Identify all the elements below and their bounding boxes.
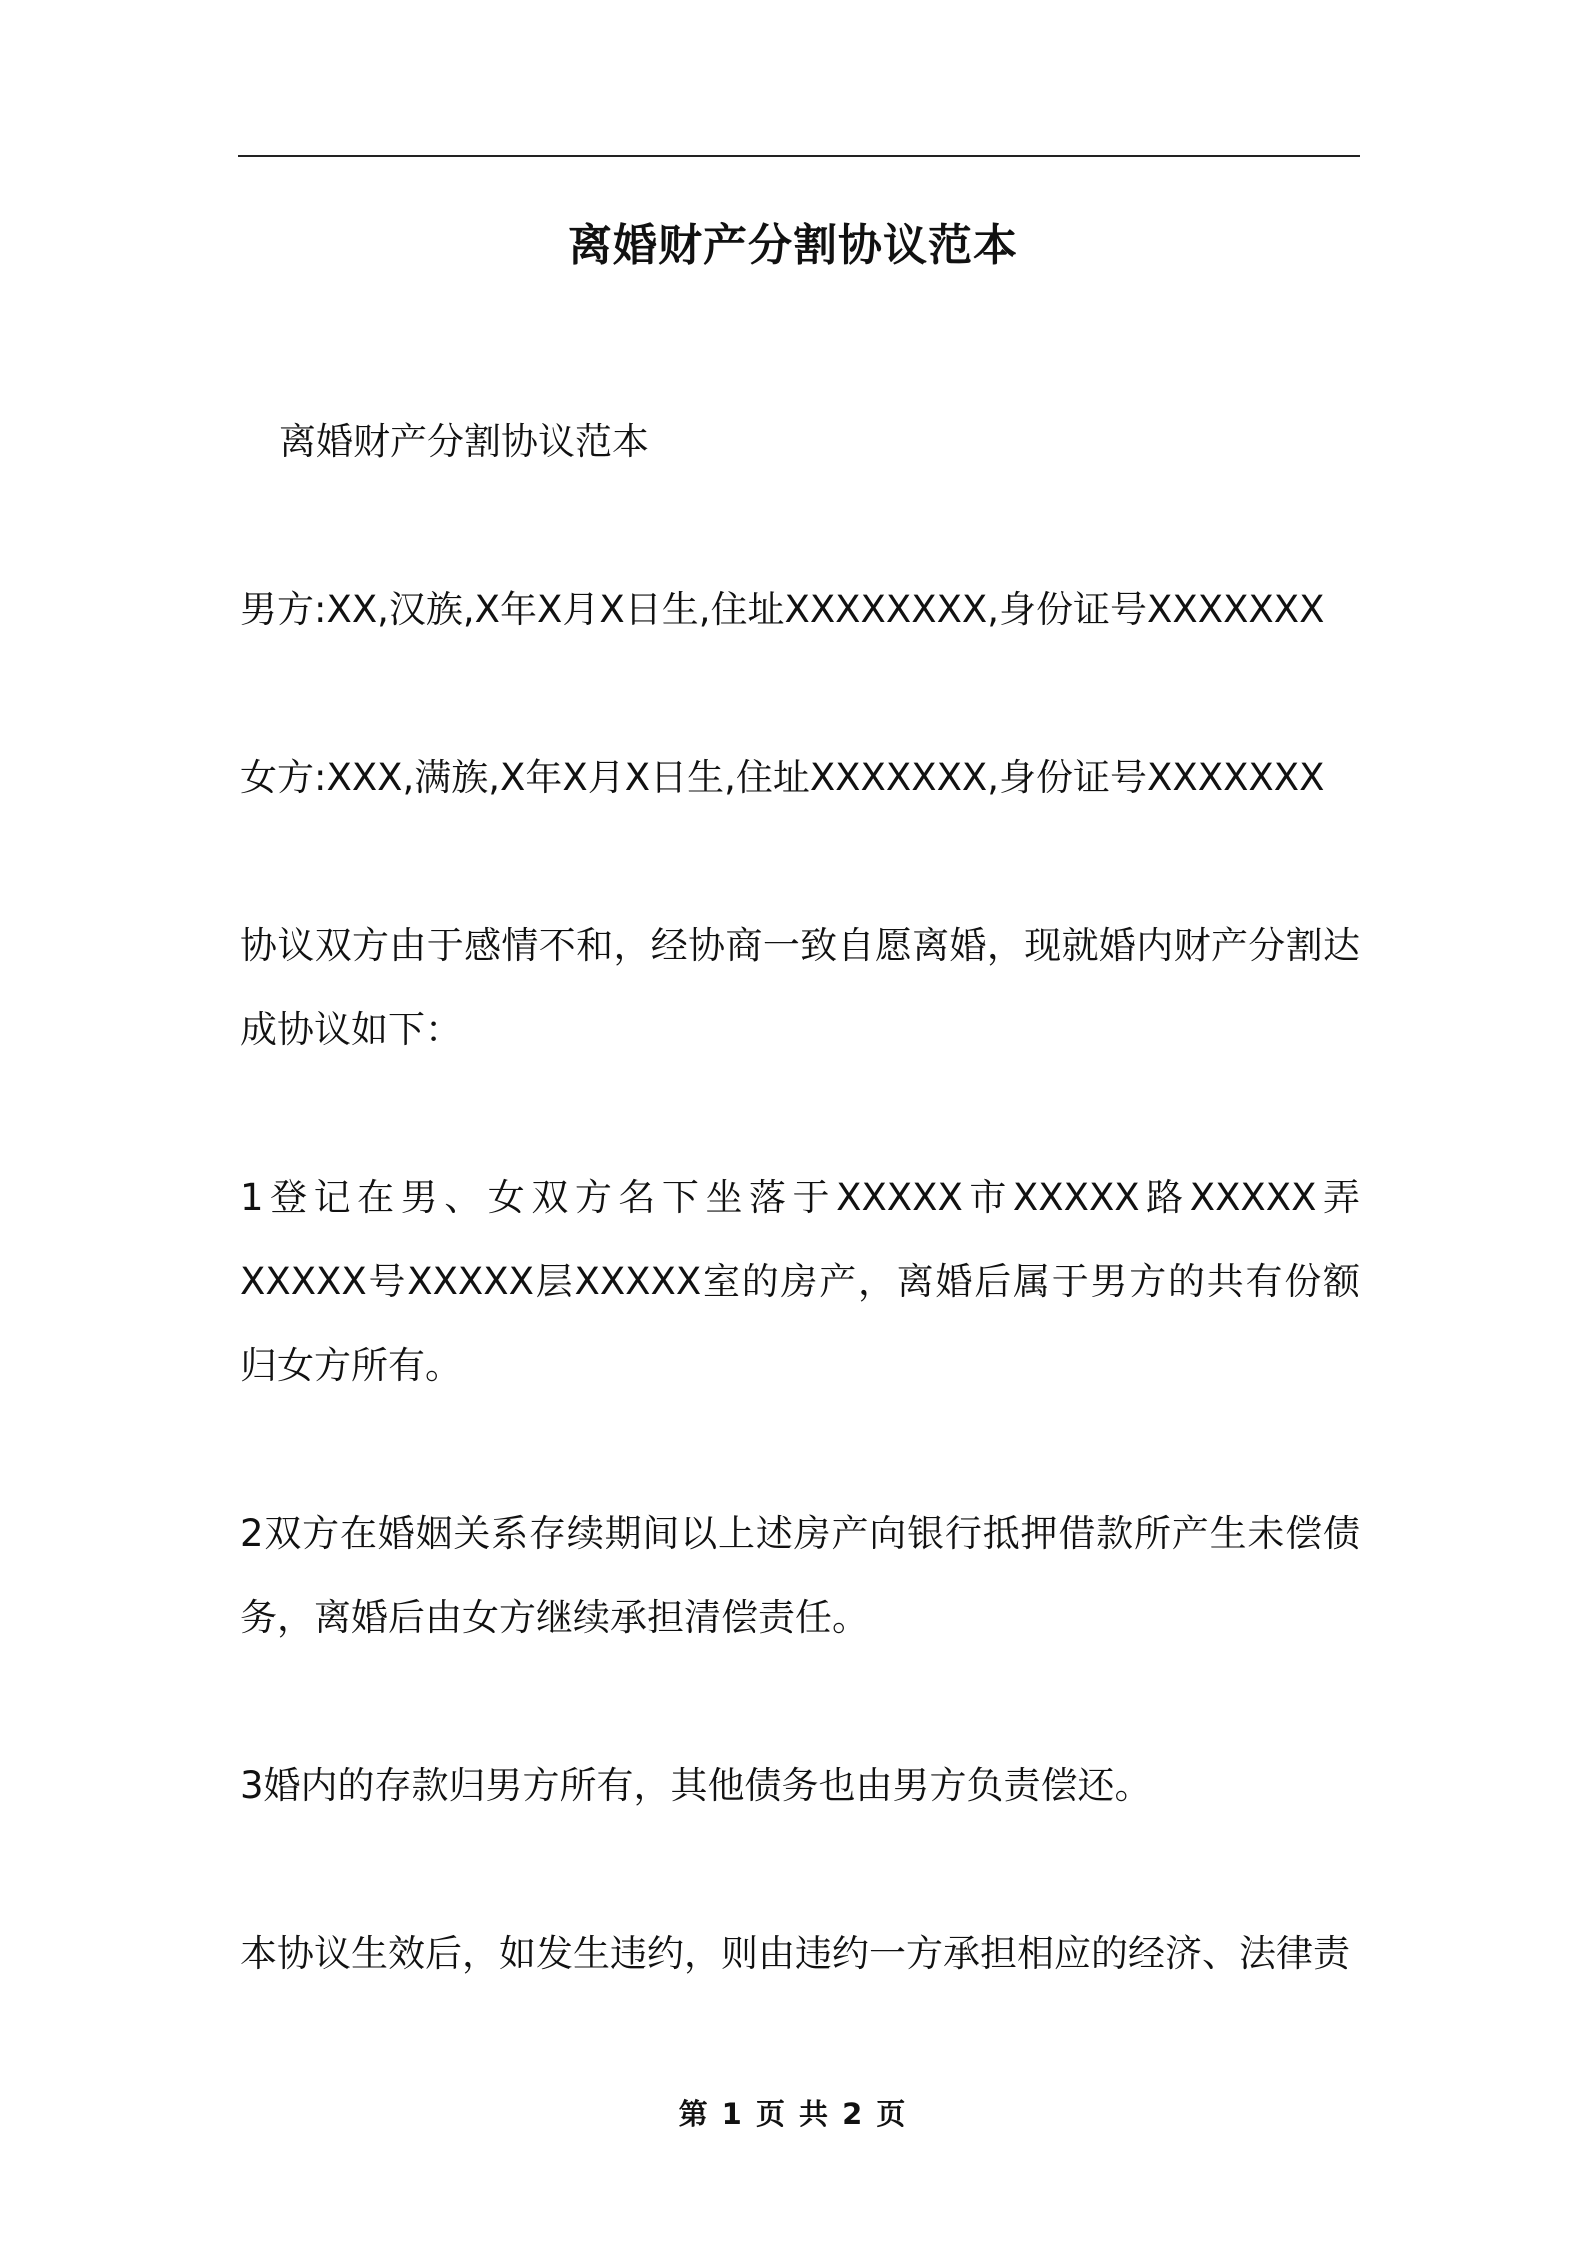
paragraph-agreement-intro: 协议双方由于感情不和，经协商一致自愿离婚，现就婚内财产分割达成协议如下： bbox=[240, 924, 1360, 1051]
paragraph-clause-2: 2双方在婚姻关系存续期间以上述房产向银行抵押借款所产生未偿债务，离婚后由女方继续承担清偿责任。 bbox=[240, 1512, 1360, 1639]
document-body bbox=[240, 400, 1360, 1996]
paragraph-breach: 本协议生效后，如发生违约，则由违约一方承担相应的经济、法律责 bbox=[240, 1932, 1350, 1975]
paragraph-female-party: 女方:XXX,满族,X年X月X日生,住址XXXXXXX,身份证号XXXXXXX bbox=[240, 756, 1325, 799]
document-title: 离婚财产分割协议范本 bbox=[568, 220, 1018, 271]
paragraph-clause-1: 1登记在男、女双方名下坐落于XXXXX市XXXXX路XXXXX弄XXXXX号XXXXX层XXXXX室的房产，离婚后属于男方的共有份额归女方所有。 bbox=[240, 1176, 1360, 1387]
header-rule bbox=[238, 155, 1360, 157]
paragraph-male-party: 男方:XX,汉族,X年X月X日生,住址XXXXXXXX,身份证号XXXXXXX bbox=[240, 588, 1325, 631]
document-subtitle: 离婚财产分割协议范本 bbox=[279, 420, 649, 463]
page-number-footer: 第 1 页 共 2 页 bbox=[678, 2097, 908, 2131]
paragraph-clause-3: 3婚内的存款归男方所有，其他债务也由男方负责偿还。 bbox=[240, 1764, 1152, 1807]
